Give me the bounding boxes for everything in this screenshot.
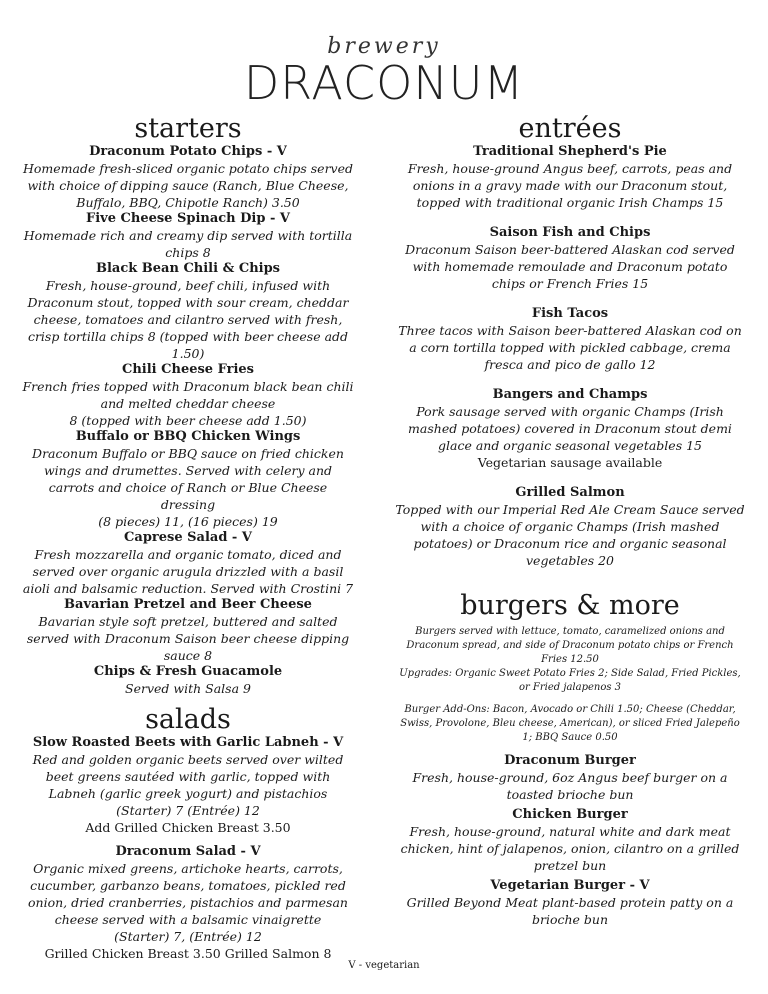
item-price: (Starter) 7, (Entrée) 12 bbox=[114, 929, 262, 944]
item-desc: Bavarian style soft pretzel, buttered and salted served with Draconum Saison beer cheese dipping sauce 8 bbox=[26, 614, 350, 663]
item-name: Buffalo or BBQ Chicken Wings bbox=[75, 429, 301, 444]
item-desc: Homemade fresh-sliced organic potato chips served with choice of dipping sauce (Ranch, Blue Cheese, Buffalo, BBQ, Chipotle Ranch) 3.50 bbox=[22, 161, 354, 210]
menu-item bbox=[395, 807, 745, 874]
item-name: Fish Tacos bbox=[531, 306, 609, 321]
menu-item bbox=[22, 144, 354, 211]
menu-item bbox=[395, 485, 745, 569]
vegetarian-legend: V - vegetarian bbox=[348, 960, 420, 971]
item-name: Draconum Burger bbox=[504, 753, 636, 768]
item-name: Grilled Salmon bbox=[515, 485, 625, 500]
menu-item bbox=[22, 735, 354, 836]
item-name: Bavarian Pretzel and Beer Cheese bbox=[64, 597, 312, 612]
brand-header bbox=[0, 34, 768, 110]
item-desc: Homemade rich and creamy dip served with tortilla chips 8 bbox=[23, 228, 353, 260]
item-price: (8 pieces) 11, (16 pieces) 19 bbox=[98, 514, 278, 529]
item-desc: Topped with our Imperial Red Ale Cream Sauce served with a choice of organic Champs (Irish mashed potatoes) or Draconum rice and organic seasonal vegetables 20 bbox=[395, 502, 745, 568]
menu-item bbox=[22, 597, 354, 664]
item-desc: Grilled Beyond Meat plant-based protein patty on a brioche bun bbox=[406, 895, 734, 927]
item-name: Slow Roasted Beets with Garlic Labneh - V bbox=[32, 735, 344, 750]
item-name: Vegetarian Burger - V bbox=[490, 878, 650, 893]
menu-item bbox=[22, 844, 354, 962]
burgers-addons: Burger Add-Ons: Bacon, Avocado or Chili 1.50; Cheese (Cheddar, Swiss, Provolone, Bleu cheese, American), or sliced Fried Jalepeño 1; BBQ Sauce 0.50 bbox=[400, 704, 740, 743]
menu-item bbox=[395, 144, 745, 211]
burgers-upgrades: Upgrades: Organic Sweet Potato Fries 2; Side Salad, Fried Pickles, or Fried jalapenos 3 bbox=[399, 668, 741, 693]
burgers-heading: burgers & more bbox=[460, 590, 680, 621]
item-name: Saison Fish and Chips bbox=[489, 225, 651, 240]
item-price: 8 (topped with beer cheese add 1.50) bbox=[69, 413, 307, 428]
menu-item bbox=[22, 211, 354, 261]
item-desc: Fresh, house-ground, natural white and dark meat chicken, hint of jalapenos, onion, cilantro on a grilled pretzel bun bbox=[400, 824, 740, 873]
item-desc: Fresh, house-ground Angus beef, carrots, peas and onions in a gravy made with our Draconum stout, topped with traditional organic Irish Champs 15 bbox=[407, 161, 733, 210]
entrees-heading: entrées bbox=[518, 113, 622, 144]
item-desc: Fresh, house-ground, 6oz Angus beef burger on a toasted brioche bun bbox=[412, 770, 728, 802]
item-name: Chips & Fresh Guacamole bbox=[93, 664, 283, 679]
item-name: Five Cheese Spinach Dip - V bbox=[86, 211, 290, 226]
item-extra: Grilled Chicken Breast 3.50 Grilled Salmon 8 bbox=[44, 946, 332, 961]
item-extra: Add Grilled Chicken Breast 3.50 bbox=[85, 820, 291, 835]
brand-subtitle: brewery bbox=[327, 34, 441, 59]
menu-item bbox=[395, 225, 745, 292]
item-desc: Draconum Saison beer-battered Alaskan cod served with homemade remoulade and Draconum potato chips or French Fries 15 bbox=[405, 242, 735, 291]
item-name: Black Bean Chili & Chips bbox=[95, 261, 280, 276]
starters-heading: starters bbox=[134, 113, 242, 144]
burgers-intro: Burgers served with lettuce, tomato, caramelized onions and Draconum spread, and side of Draconum potato chips or French Fries 12.50 bbox=[406, 626, 734, 665]
menu-item bbox=[395, 387, 745, 471]
item-name: Chicken Burger bbox=[512, 807, 628, 822]
salads-heading: salads bbox=[145, 704, 231, 735]
item-desc: Fresh, house-ground, beef chili, infused with Draconum stout, topped with sour cream, cheddar cheese, tomatoes and cilantro served with fresh, crisp tortilla chips 8 (topped with beer cheese add 1.50) bbox=[27, 278, 349, 361]
menu-item bbox=[22, 664, 354, 697]
item-desc: Organic mixed greens, artichoke hearts, carrots, cucumber, garbanzo beans, tomatoes, pickled red onion, dried cranberries, pistachios and parmesan cheese served with a balsamic vinaigrette bbox=[28, 861, 348, 927]
item-extra: Vegetarian sausage available bbox=[477, 455, 663, 470]
item-name: Traditional Shepherd's Pie bbox=[473, 144, 667, 159]
item-name: Bangers and Champs bbox=[492, 387, 648, 402]
menu-item bbox=[22, 261, 354, 362]
item-name: Caprese Salad - V bbox=[124, 530, 252, 545]
item-name: Draconum Potato Chips - V bbox=[89, 144, 287, 159]
item-name: Draconum Salad - V bbox=[115, 844, 261, 859]
menu-item bbox=[395, 878, 745, 928]
menu-item bbox=[395, 753, 745, 803]
item-desc: Three tacos with Saison beer-battered Alaskan cod on a corn tortilla topped with pickled cabbage, crema fresca and pico de gallo 12 bbox=[398, 323, 742, 372]
brand-logo-text: DRACONUM bbox=[243, 56, 525, 110]
menu-item bbox=[22, 530, 354, 597]
item-name: Chili Cheese Fries bbox=[122, 362, 254, 377]
item-desc: Pork sausage served with organic Champs (Irish mashed potatoes) covered in Draconum stout demi glace and organic seasonal vegetables 15 bbox=[408, 404, 732, 453]
menu-item bbox=[22, 362, 354, 429]
item-desc: French fries topped with Draconum black bean chili and melted cheddar cheese bbox=[22, 379, 354, 411]
item-desc: Draconum Buffalo or BBQ sauce on fried chicken wings and drumettes. Served with celery and carrots and choice of Ranch or Blue Cheese dressing bbox=[32, 446, 344, 512]
menu-item bbox=[395, 306, 745, 373]
right-column bbox=[395, 114, 745, 928]
item-desc: Served with Salsa 9 bbox=[125, 681, 251, 696]
left-column bbox=[22, 114, 354, 962]
item-desc: Fresh mozzarella and organic tomato, diced and served over organic arugula drizzled with a basil aioli and balsamic reduction. Served with Crostini 7 bbox=[22, 547, 354, 596]
menu-item bbox=[22, 429, 354, 530]
item-desc: Red and golden organic beets served over wilted beet greens sautéed with garlic, topped with Labneh (garlic greek yogurt) and pistachios (Starter) 7 (Entrée) 12 bbox=[32, 752, 344, 818]
